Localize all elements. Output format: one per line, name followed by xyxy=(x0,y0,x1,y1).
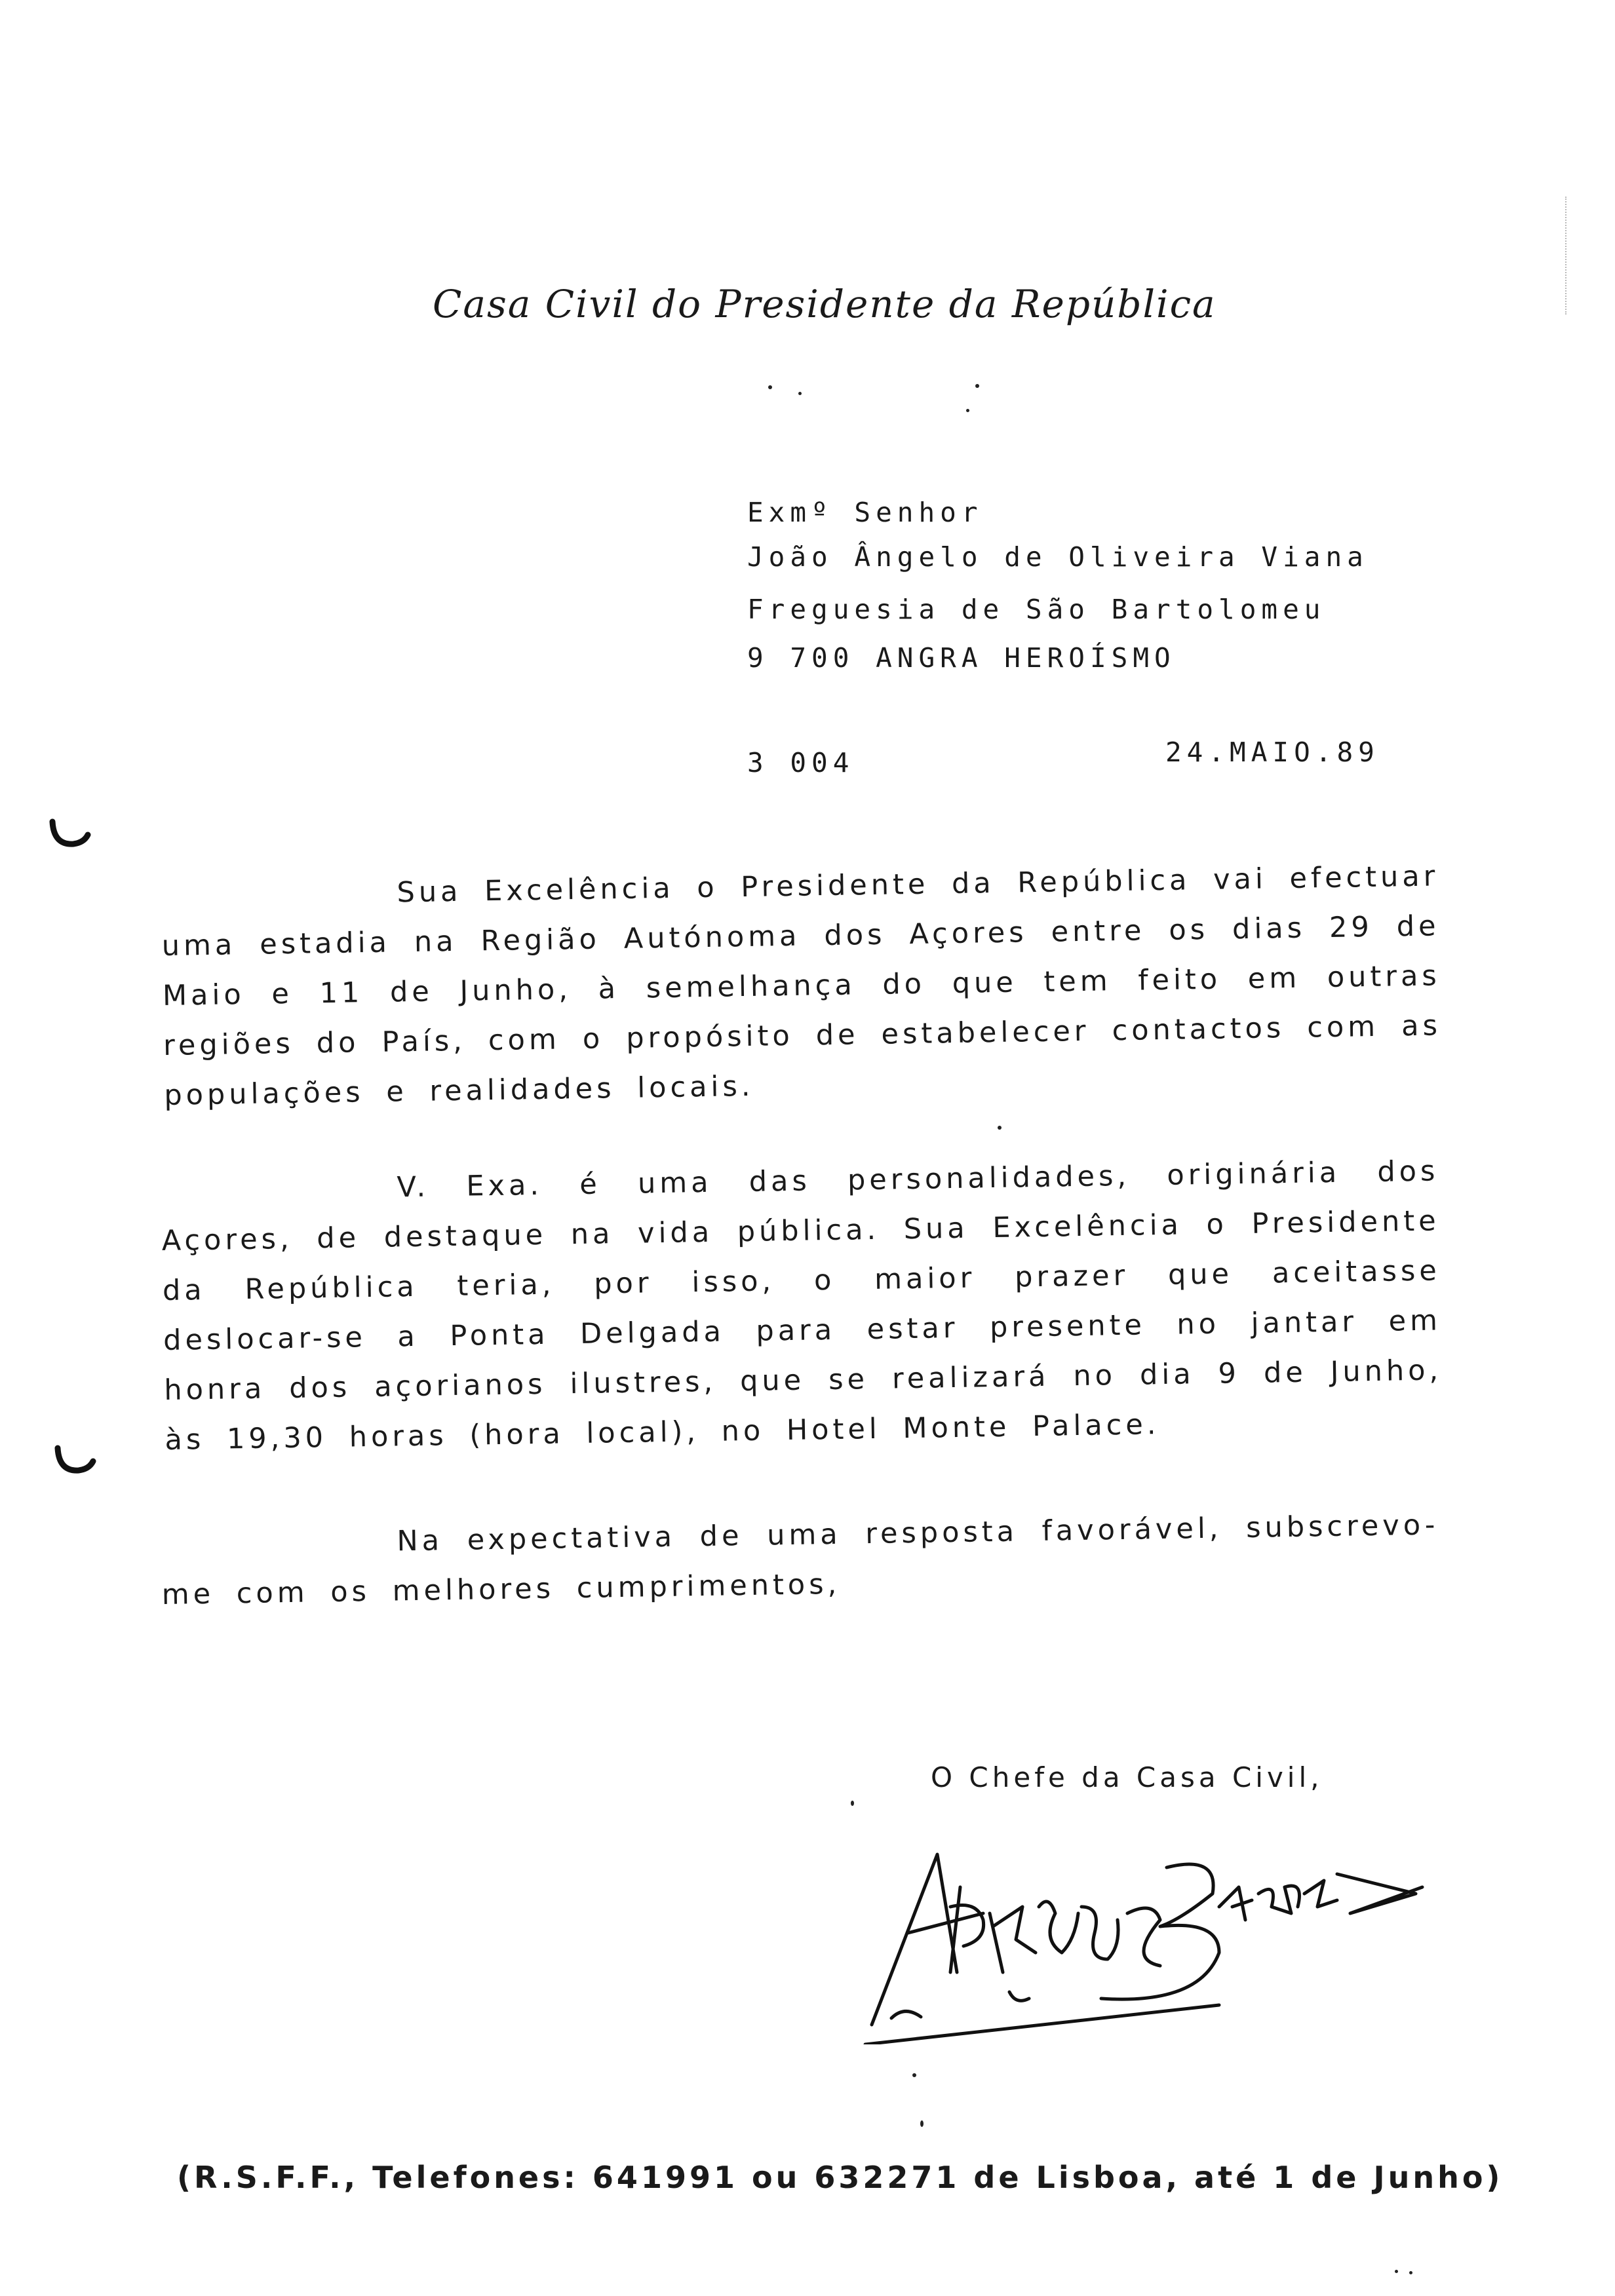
scan-speck xyxy=(1409,2271,1412,2274)
letter-date: 24.MAIO.89 xyxy=(1165,737,1380,768)
scan-speck xyxy=(798,392,802,395)
recipient-parish: Freguesia de São Bartolomeu xyxy=(747,594,1326,625)
scan-speck xyxy=(966,409,969,412)
closing-title: O Chefe da Casa Civil, xyxy=(931,1761,1323,1793)
letterhead: Casa Civil do Presidente da República xyxy=(433,282,1216,326)
letter-body xyxy=(161,860,1442,1120)
scan-speck xyxy=(851,1801,854,1806)
body-paragraph: V. Exa. é uma das personalidades, originária dos Açores, de destaque na vida pública. Sua Excelência o Presidente da República teria, por isso, o maior prazer que aceitasse deslocar-se a Ponta Delgada para estar presente no jantar em honra dos açorianos ilustres, que se realizará no dia 9 de Junho, às 19,30 horas (hora local), no Hotel Monte Palace. xyxy=(161,1155,1443,1457)
scan-speck xyxy=(768,385,772,389)
reference-number: 3 004 xyxy=(747,747,855,778)
letter-body xyxy=(161,1155,1443,1465)
margin-curl-mark xyxy=(52,1439,98,1485)
scan-edge-mark xyxy=(1565,197,1568,315)
scan-speck xyxy=(998,1126,1002,1130)
scan-speck xyxy=(975,384,979,388)
scan-speck xyxy=(1395,2270,1398,2273)
recipient-salutation: Exmº Senhor xyxy=(747,497,983,528)
scan-speck xyxy=(912,2073,916,2077)
scan-speck xyxy=(920,2120,924,2127)
letter-body xyxy=(161,1508,1439,1620)
body-paragraph: Sua Excelência o Presidente da República vai efectuar uma estadia na Região Autónoma dos Açores entre os dias 29 de Maio e 11 de Junho, à semelhança do que tem feito em outras regiões do País, com o propósito de estabelecer contactos com as populações e realidades locais. xyxy=(161,860,1442,1112)
handwritten-signature xyxy=(852,1808,1442,2044)
body-paragraph: Na expectativa de uma resposta favorável, subscrevo-me com os melhores cumprimentos, xyxy=(161,1508,1439,1611)
recipient-name: João Ângelo de Oliveira Viana xyxy=(747,541,1369,573)
margin-curl-mark xyxy=(47,813,93,858)
recipient-city: 9 700 ANGRA HEROÍSMO xyxy=(747,642,1176,674)
footer-note: (R.S.F.F., Telefones: 641991 ou 632271 de Lisboa, até 1 de Junho) xyxy=(177,2160,1504,2195)
